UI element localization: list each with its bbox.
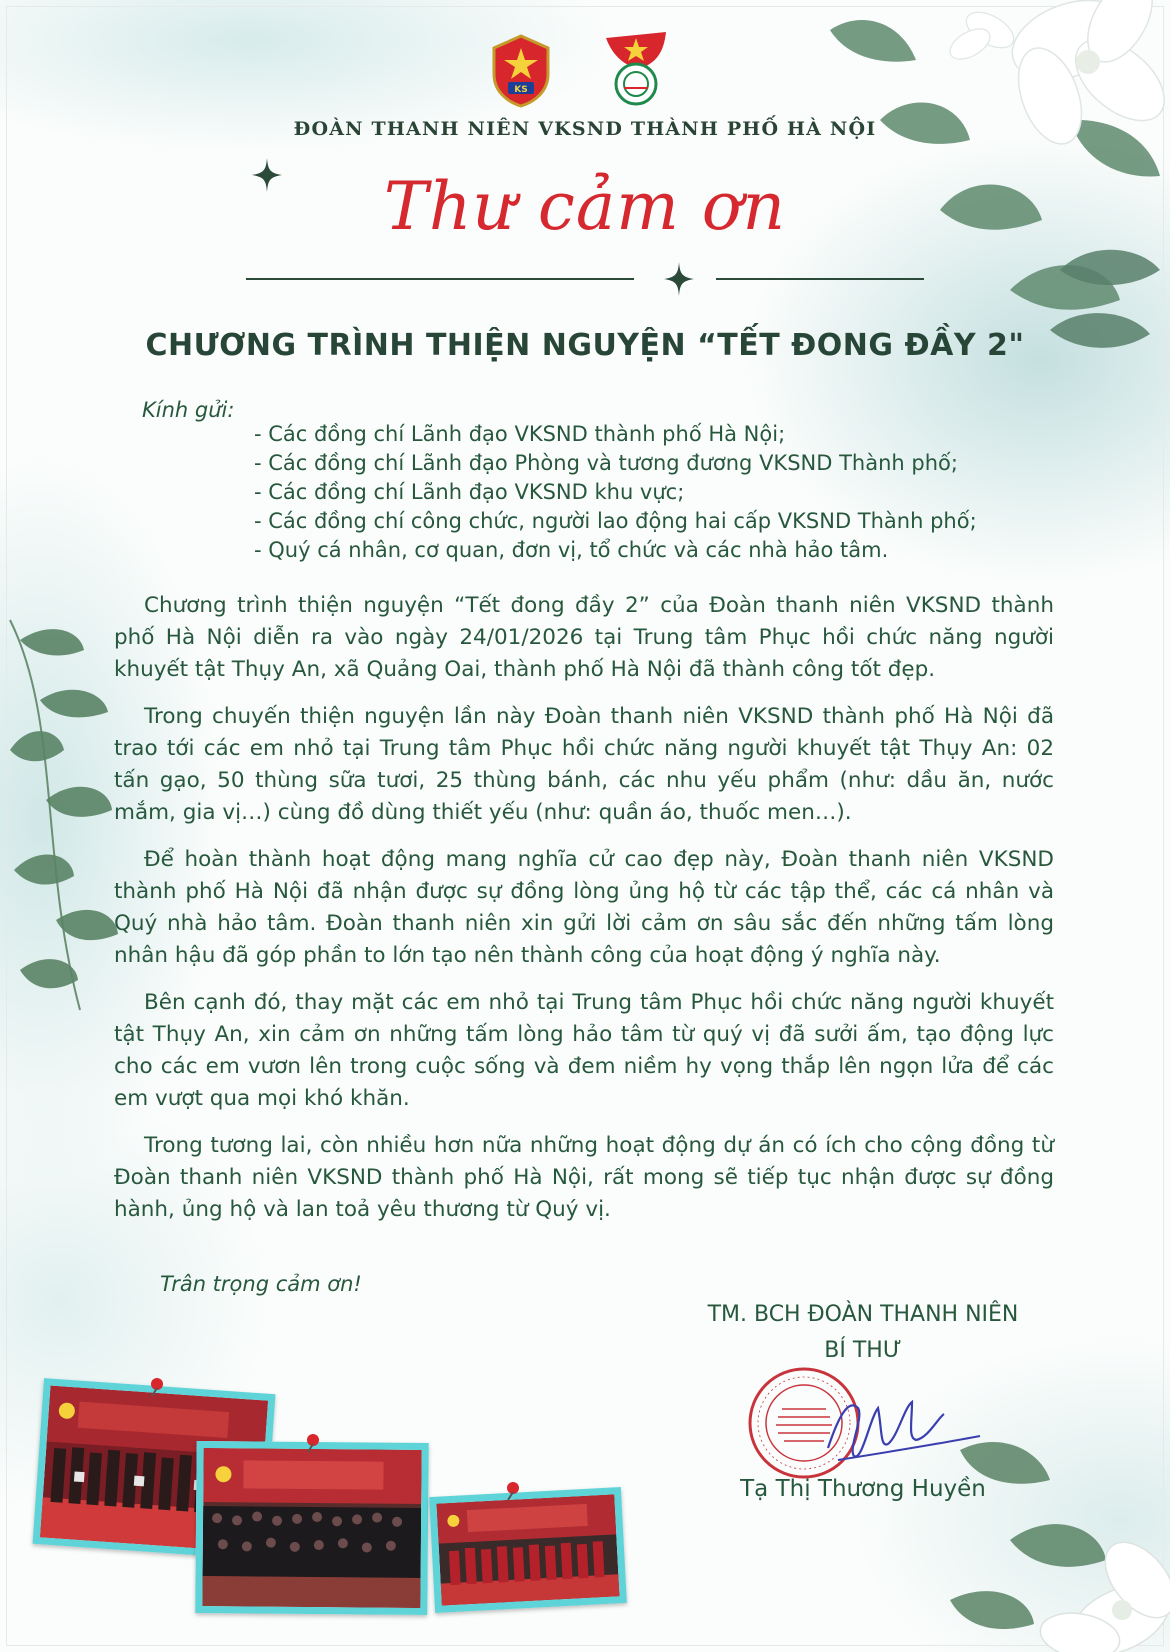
- event-photo: [195, 1441, 428, 1615]
- pushpin-icon: [502, 1480, 524, 1502]
- body-paragraph: Trong tương lai, còn nhiều hơn nữa những hoạt động dự án có ích cho cộng đồng từ Đoàn thanh niên VKSND thành phố Hà Nội, rất mong sẽ tiếp tục nhận được sự đồng hành, ủng hộ và lan toả yêu thương từ Quý vị.: [114, 1133, 1054, 1222]
- letter-body: [114, 590, 1054, 1241]
- title-divider-right: [716, 278, 924, 280]
- signature-title: TM. BCH ĐOÀN THANH NIÊN: [707, 1302, 1019, 1327]
- leaf-branch-icon: [0, 600, 130, 1020]
- state-emblem-icon: [488, 34, 554, 108]
- signature-role: BÍ THƯ: [824, 1338, 902, 1363]
- body-paragraph: Chương trình thiện nguyện “Tết đong đầy 2” của Đoàn thanh niên VKSND thành phố Hà Nội diễn ra vào ngày 24/01/2026 tại Trung tâm Phục hồi chức năng người khuyết tật Thụy An, xã Quảng Oai, thành phố Hà Nội đã thành công tốt đẹp.: [114, 593, 1054, 682]
- organization-name: ĐOÀN THANH NIÊN VKSND THÀNH PHỐ HÀ NỘI: [293, 118, 877, 140]
- body-paragraph: Trong chuyến thiện nguyện lần này Đoàn thanh niên VKSND thành phố Hà Nội đã trao tới các em nhỏ tại Trung tâm Phục hồi chức năng người khuyết tật Thụy An: 02 tấn gạo, 50 thùng sữa tươi, 25 thùng bánh, các nhu yếu phẩm (như: dầu ăn, nước mắm, gia vị…) cùng đồ dùng thiết yếu (như: quần áo, thuốc men…).: [114, 704, 1054, 825]
- emblems-row: [0, 28, 1170, 112]
- recipient-list: [254, 420, 1074, 565]
- letter-title: Thư cảm ơn: [383, 168, 787, 245]
- closing-line: Trân trọng cảm ơn!: [160, 1272, 362, 1296]
- recipient-item: - Quý cá nhân, cơ quan, đơn vị, tổ chức và các nhà hảo tâm.: [254, 538, 889, 562]
- body-paragraph: Bên cạnh đó, thay mặt các em nhỏ tại Trung tâm Phục hồi chức năng người khuyết tật Thụy An, xin cảm ơn những tấm lòng hảo tâm từ quý vị đã sưởi ấm, tạo động lực cho các em vươn lên trong cuộc sống và đem niềm hy vọng thắp lên ngọn lửa để các em vượt qua mọi khó khăn.: [114, 990, 1054, 1111]
- recipient-item: - Các đồng chí công chức, người lao động hai cấp VKSND Thành phố;: [254, 509, 977, 533]
- event-photo: [429, 1487, 627, 1613]
- recipient-item: - Các đồng chí Lãnh đạo VKSND khu vực;: [254, 480, 685, 504]
- youth-union-emblem-icon: [600, 28, 672, 108]
- pushpin-icon: [146, 1376, 168, 1398]
- title-divider-left: [246, 278, 634, 280]
- recipient-item: - Các đồng chí Lãnh đạo Phòng và tương đương VKSND Thành phố;: [254, 451, 958, 475]
- state-emblem-text: KS: [514, 85, 528, 95]
- program-title: CHƯƠNG TRÌNH THIỆN NGUYỆN “TẾT ĐONG ĐẦY 2": [145, 328, 1025, 363]
- sparkle-icon: [664, 262, 694, 296]
- handwritten-signature: [808, 1378, 984, 1476]
- body-paragraph: Để hoàn thành hoạt động mang nghĩa cử cao đẹp này, Đoàn thanh niên VKSND thành phố Hà Nội đã nhận được sự đồng lòng ủng hộ từ các tập thể, các cá nhân và Quý nhà hảo tâm. Đoàn thanh niên xin gửi lời cảm ơn sâu sắc đến những tấm lòng nhân hậu đã góp phần to lớn tạo nên thành công của hoạt động ý nghĩa này.: [114, 847, 1054, 968]
- salutation: Kính gửi:: [142, 398, 235, 422]
- signer-name: Tạ Thị Thương Huyền: [740, 1476, 986, 1502]
- recipient-item: - Các đồng chí Lãnh đạo VKSND thành phố Hà Nội;: [254, 422, 786, 446]
- pushpin-icon: [302, 1432, 324, 1454]
